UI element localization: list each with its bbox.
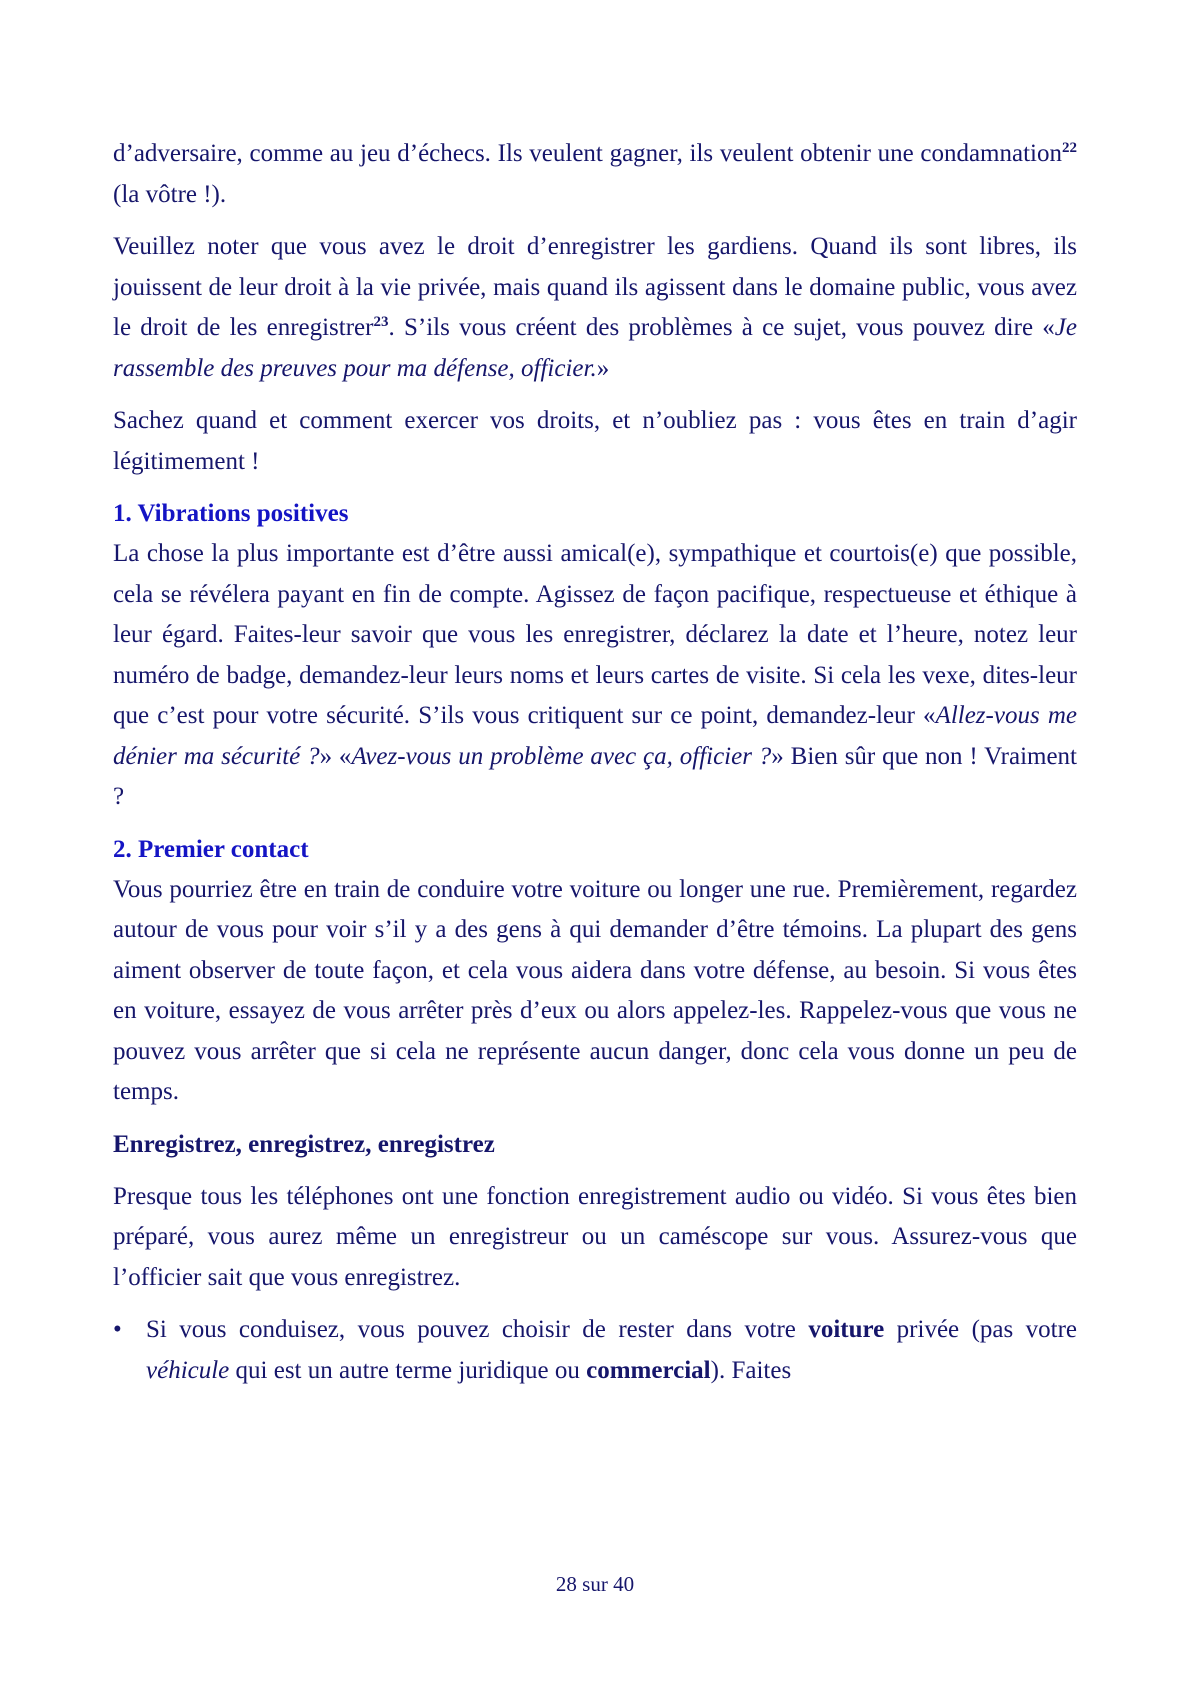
bold-term: voiture [808,1316,885,1343]
quote-separator: » « [319,742,352,770]
paragraph-text: . S’ils vous créent des problèmes à ce sujet, vous pouvez dire « [388,314,1055,341]
footnote-ref-22[interactable]: 22 [1062,140,1077,156]
footnote-ref-23[interactable]: 23 [373,314,389,330]
paragraph-text: (la vôtre !). [113,180,227,208]
paragraph-droit-enregistrer [113,227,1077,389]
quote-close: » [596,354,610,382]
quote-text: Avez-vous un problème avec ça, officier ? [351,742,772,770]
quote-close: » [771,742,784,770]
section-heading-premier-contact: 2. Premier contact [113,835,309,863]
paragraph-adversaire [113,134,1077,215]
paragraph-text: ). Faites [710,1356,792,1384]
paragraph-text: Vous pourriez être en train de conduire votre voiture ou longer une rue. Premièrement, regardez autour de vous pour voir s’il y a des gens à qui demander d’être témoins. La plupart des gens aiment observer de toute façon, et cela vous aidera dans votre défense, au besoin. Si vous êtes en voiture, essayez de vous arrêter près d’eux ou alors appelez-les. Rappelez-vous que vous ne pouvez vous arrêter que si cela ne représente aucun danger, donc cela vous donne un peu de temps. [113,875,1077,1105]
paragraph-enregistrez [113,1177,1077,1299]
section-heading-vibrations: 1. Vibrations positives [113,500,349,527]
paragraph-text: d’adversaire, comme au jeu d’échecs. Ils veulent gagner, ils veulent obtenir une condamnation [113,140,1062,167]
paragraph-text: Bien sûr que non ! Vraiment ? [113,742,1078,810]
quote-text: Je rassemble des preuves pour ma défense, officier. [113,314,1077,382]
paragraph-text: Veuillez noter que vous avez le droit d’enregistrer les gardiens. Quand ils sont libres, ils jouissent de leur droit à la vie privée, mais quand ils agissent dans le domaine public, vous avez le droit de les enregistrer [113,233,1077,341]
subsection-heading-enregistrez: Enregistrez, enregistrez, enregistrez [113,1130,495,1158]
paragraph-sachez [113,401,1077,482]
paragraph-text: qui est un autre terme juridique ou [229,1356,587,1384]
paragraph-text: privée (pas votre [884,1316,1078,1343]
paragraph-text: Si vous conduisez, vous pouvez choisir de rester dans votre [146,1316,809,1343]
bold-term: commercial [586,1356,711,1384]
italic-term: véhicule [146,1356,230,1384]
paragraph-premier-contact [113,870,1077,1113]
quote-open: « [923,702,936,729]
paragraph-vibrations [113,534,1077,818]
document-page [113,134,1077,1391]
paragraph-text: Presque tous les téléphones ont une fonction enregistrement audio ou vidéo. Si vous êtes bien préparé, vous aurez même un enregistreur ou un caméscope sur vous. Assurez-vous que l’officier sait que vous enregistrez. [113,1182,1077,1291]
paragraph-text: Sachez quand et comment exercer vos droits, et n’oubliez pas : vous êtes en train d’agir légitimement ! [113,407,1077,475]
quote-text: Allez-vous me dénier ma sécurité ? [113,702,1077,770]
bullet-list-item [113,1310,1077,1391]
paragraph-text: La chose la plus importante est d’être aussi amical(e), sympathique et courtois(e) que possible, cela se révélera payant en fin de compte. Agissez de façon pacifique, respectueuse et éthique à leur égard. Faites-leur savoir que vous les enregistrer, déclarez la date et l’heure, notez leur numéro de badge, demandez-leur leurs noms et leurs cartes de visite. Si cela les vexe, dites-leur que c’est pour votre sécurité. S’ils vous critiquent sur ce point, demandez-leur [113,540,1077,729]
page-number: 28 sur 40 [555,1572,635,1596]
bullet-icon: • [113,1316,122,1343]
